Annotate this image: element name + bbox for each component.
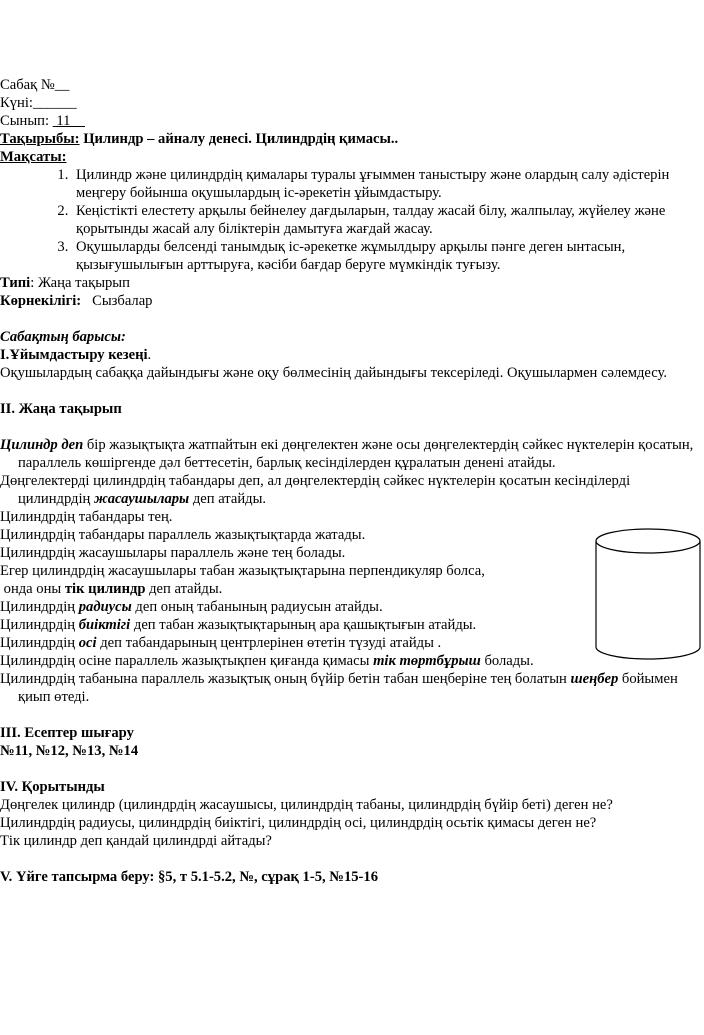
property-line: Цилиндрдің жасаушылары параллель және тең болады. <box>0 545 346 561</box>
topic-label: Тақырыбы: <box>0 131 80 147</box>
type-label: Типі <box>0 275 31 291</box>
cylinder-term: Цилиндр деп <box>0 437 84 453</box>
circle-term: шеңбер <box>570 671 619 687</box>
property-line: Цилиндрдің осі деп табандарының центрлерінен өтетін түзуді атайды . <box>0 635 442 651</box>
axis-term: осі <box>78 635 97 651</box>
property-line: Цилиндрдің табандары параллель жазықтықтарда жатады. <box>0 527 366 543</box>
cylinder-top-base <box>596 529 700 553</box>
lesson-plan <box>0 76 700 886</box>
generators-term: жасаушылары <box>94 491 190 507</box>
property-line: Цилиндрдің биіктігі деп табан жазықтықтарының ара қашықтығын атайды. <box>0 617 477 633</box>
section-3-heading: ІІІ. Есептер шығару <box>0 725 134 741</box>
properties-list <box>0 508 590 652</box>
radius-term: радиусы <box>78 599 132 615</box>
property-line: Цилиндрдің радиусы деп оның табанының радиусын атайды. <box>0 599 383 615</box>
height-term: биіктігі <box>78 617 131 633</box>
generators-definition: Дөңгелектерді цилиндрдің табандары деп, ал дөңгелектердің сәйкес нүктелерін қосатын кесінділерді цилиндрдің жасаушылары деп атайды. <box>0 473 631 507</box>
lesson-class <box>0 112 700 130</box>
type-value: : Жаңа тақырып <box>30 275 130 291</box>
section-1-text: Оқушылардың сабаққа дайындығы және оқу бөлмесінің дайындығы тексеріледі. Оқушылармен сәлемдесу. <box>0 365 667 381</box>
summary-question: Цилиндрдің радиусы, цилиндрдің биіктігі, цилиндрдің осі, цилиндрдің осьтік қимасы деген не? <box>0 815 597 831</box>
lesson-number: Сабақ №__ <box>0 77 70 93</box>
cylinder-definition: Цилиндр деп бір жазықтықта жатпайтын екі дөңгелектен және осы дөңгелектердің сәйкес нүктелерін қосатын, параллель көшіргенде дәл беттесетін, барлық кесінділерден құралатын денені атайды. <box>0 437 694 471</box>
right-cylinder-term: тік цилиндр <box>64 581 146 597</box>
goal-item: 1. Цилиндр және цилиндрдің қималары туралы ұғыммен таныстыру және олардың салу әдістерін меңгеру бойынша оқушылардың іс-әрекетін ұйымдастыру. <box>72 166 700 202</box>
lesson-topic <box>0 130 700 148</box>
property-line: Цилиндрдің осіне параллель жазықтықпен қиғанда қимасы тік төртбұрыш болады. <box>0 653 534 669</box>
cylinder-figure <box>592 525 704 665</box>
goals-heading: Мақсаты: <box>0 149 67 165</box>
course-heading: Сабақтың барысы: <box>0 329 126 345</box>
goal-item: 3. Оқушыларды белсенді танымдық іс-әрекетке жұмылдыру арқылы пәнге деген ынтасын, қызығушылығын арттыруға, кәсіби бағдар беруге мүмкіндік туғызу. <box>72 238 700 274</box>
property-line: Цилиндрдің табанына параллель жазықтық оның бүйір бетін табан шеңберіне тең болатын шеңбер бойымен қиып өтеді. <box>0 671 678 705</box>
class-value: 11 <box>52 113 85 129</box>
summary-question: Тік цилиндр деп қандай цилиндрді айтады? <box>0 833 272 849</box>
rectangle-term: тік төртбұрыш <box>373 653 481 669</box>
section-1-heading: І.Ұйымдастыру кезеңі. <box>0 347 152 363</box>
lesson-date: Күні:______ <box>0 95 77 111</box>
summary-question: Дөңгелек цилиндр (цилиндрдің жасаушысы, цилиндрдің табаны, цилиндрдің бүйір беті) деген не? <box>0 797 613 813</box>
section-2-heading: ІІ. Жаңа тақырып <box>0 401 122 417</box>
section-1-title: І.Ұйымдастыру кезеңі <box>0 347 148 363</box>
section-5-homework: V. Үйге тапсырма беру: §5, т 5.1-5.2, №, сұрақ 1-5, №15-16 <box>0 869 379 885</box>
lesson-type <box>0 274 700 292</box>
property-line: онда оны тік цилиндр деп атайды. <box>0 581 223 597</box>
section-4-heading: ІV. Қорытынды <box>0 779 105 795</box>
visual-value: Сызбалар <box>81 293 153 309</box>
cylinder-bottom-base <box>596 647 700 659</box>
class-label: Сынып: <box>0 113 53 129</box>
topic-value: Цилиндр – айналу денесі. Цилиндрдің қимасы.. <box>83 131 399 147</box>
goal-item: 2. Кеңістікті елестету арқылы бейнелеу дағдыларын, талдау жасай білу, жалпылау, жүйелеу және қорытынды жасай алу біліктерін дамытуға жағдай жасау. <box>72 202 700 238</box>
property-line: Цилиндрдің табандары тең. <box>0 509 173 525</box>
property-line: Егер цилиндрдің жасаушылары табан жазықтықтарына перпендикуляр болса, <box>0 563 485 579</box>
goals-list <box>0 166 700 274</box>
lesson-visuals <box>0 292 700 310</box>
visual-label: Көрнекілігі: <box>0 293 82 309</box>
task-numbers: №11, №12, №13, №14 <box>0 743 139 759</box>
